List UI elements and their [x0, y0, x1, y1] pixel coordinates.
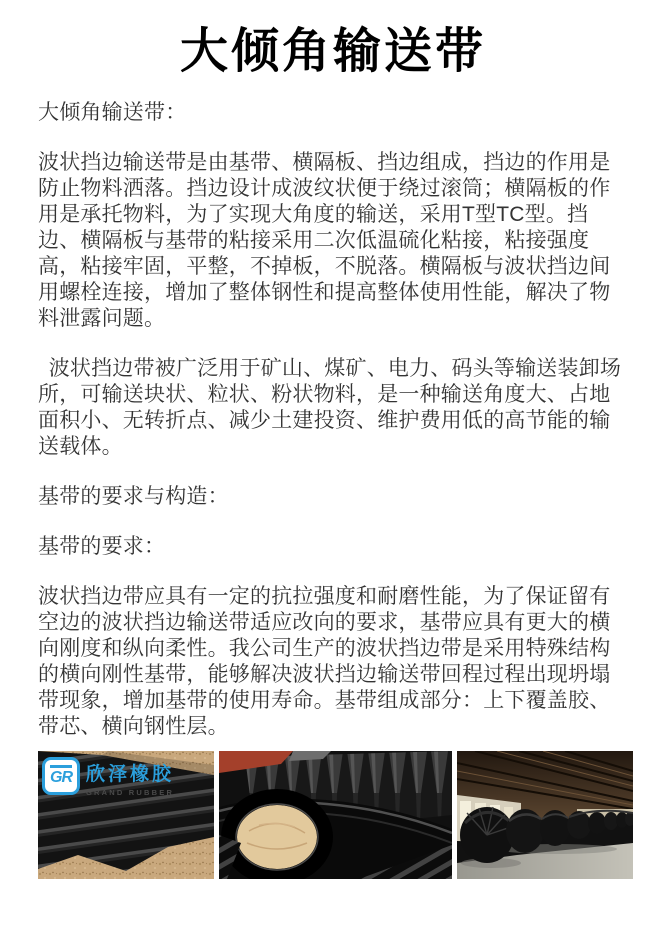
article-paragraph-applications: 波状挡边带被广泛用于矿山、煤矿、电力、码头等输送装卸场所，可输送块状、粒状、粉状物料，是一种输送角度大、占地面积小、无转折点、减少土建投资、维护费用低的高节能的输送载体。 — [38, 357, 622, 458]
warehouse-illustration — [457, 751, 633, 879]
product-photo-warehouse — [457, 751, 633, 879]
product-photo-belt-loop — [219, 751, 452, 879]
belt-loop-illustration — [219, 751, 452, 879]
brand-logo-en-text: GRAND RUBBER — [86, 788, 175, 797]
article-lead: 大倾角输送带： — [38, 101, 187, 124]
article-subheading-structure: 基带的要求与构造： — [38, 485, 229, 508]
article-paragraph-baseband: 波状挡边带应具有一定的抗拉强度和耐磨性能，为了保证留有空边的波状挡边输送带适应改向的要求，基带应具有更大的横向刚度和纵向柔性。我公司生产的波状挡边带是采用特殊结构的横向刚性基带，能够解决波状挡边输送带回程过程出现坍塌带现象，增加基带的使用寿命。基带组成部分：上下覆盖胶、带芯、横向钢性层。 — [38, 585, 611, 738]
brand-logo — [42, 757, 174, 797]
product-photo-sidewall-strips — [38, 751, 214, 879]
brand-logo-monogram-icon — [42, 757, 80, 795]
article-subheading-requirement: 基带的要求： — [38, 535, 166, 558]
article-paragraph-composition: 波状挡边输送带是由基带、横隔板、挡边组成，挡边的作用是防止物料洒落。挡边设计成波纹状便于绕过滚筒；横隔板的作用是承托物料，为了实现大角度的输送，采用T型TC型。挡边、横隔板与基带的粘接采用二次低温硫化粘接，粘接强度高，粘接牢固，平整，不掉板，不脱落。横隔板与波状挡边间用螺栓连接，增加了整体钢性和提高整体使用性能，解决了物料泄露问题。 — [38, 151, 611, 330]
page-title: 大倾角输送带 — [179, 25, 486, 78]
brand-logo-cn-text: 欣泽橡胶 — [86, 764, 175, 785]
brand-logo-monogram-text: GR — [50, 765, 72, 787]
brand-logo-text — [86, 757, 174, 797]
product-image-gallery — [38, 751, 666, 879]
article-body — [38, 100, 628, 740]
